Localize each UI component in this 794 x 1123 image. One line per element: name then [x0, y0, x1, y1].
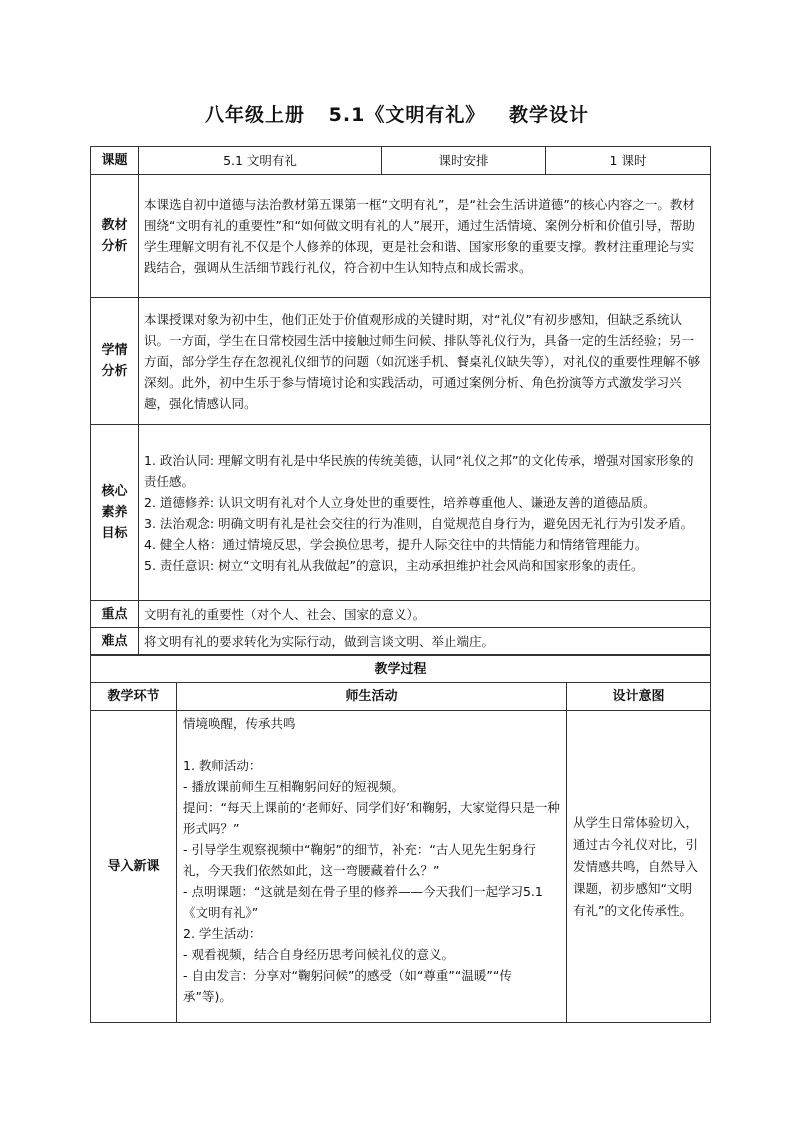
- activity-cell: [177, 711, 567, 1023]
- activity-title: 情境唤醒，传承共鸣: [183, 716, 296, 731]
- teacher-activity-line: - 引导学生观察视频中“鞠躬”的细节，补充：“古人见先生躬身行礼，今天我们依然如此，这一弯腰藏着什么？”: [183, 842, 536, 878]
- col-intent-header: 设计意图: [567, 683, 711, 711]
- title-design: 教学设计: [508, 104, 589, 126]
- teacher-activity-line: - 点明课题：“这就是刻在骨子里的修养——今天我们一起学习5.1《文明有礼》”: [183, 884, 543, 920]
- difficulty-label: 难点: [91, 628, 139, 655]
- design-intent: 从学生日常体验切入，通过古今礼仪对比，引发情感共鸣，自然导入课题，初步感知“文明有礼”的文化传承性。: [567, 711, 711, 1023]
- teacher-activity-line: - 播放课前师生互相鞠躬问好的短视频。: [183, 779, 404, 794]
- students-label: 学情 分析: [91, 298, 139, 425]
- col-stage-header: 教学环节: [91, 683, 177, 711]
- literacy-row: [91, 425, 711, 601]
- student-activity-line: - 自由发言：分享对“鞠躬问候”的感受（如“尊重”“温暖”“传承”等)。: [183, 968, 512, 1004]
- topic-value: 5.1 文明有礼: [139, 147, 382, 175]
- literacy-goal-item: 2. 道德修养: 认识文明有礼对个人立身处世的重要性，培养尊重他人、谦逊友善的道德品质。: [144, 494, 656, 510]
- title-grade: 八年级上册: [205, 104, 306, 126]
- material-label: 教材 分析: [91, 175, 139, 298]
- literacy-goal-item: 4. 健全人格：通过情境反思，学会换位思考，提升人际交往中的共情能力和情绪管理能力。: [144, 536, 648, 552]
- literacy-label: 核心 素养 目标: [91, 425, 139, 601]
- key-point-row: [91, 601, 711, 628]
- lesson-info-table: [90, 146, 711, 655]
- key-point-label: 重点: [91, 601, 139, 628]
- student-heading: 2. 学生活动：: [183, 926, 262, 941]
- material-row: [91, 175, 711, 298]
- difficulty-row: [91, 628, 711, 655]
- students-row: [91, 298, 711, 425]
- intro-stage-row: [91, 711, 711, 1023]
- spacer: [183, 734, 560, 755]
- process-columns-row: [91, 683, 711, 711]
- process-heading: 教学过程: [91, 656, 711, 683]
- literacy-goal-item: 5. 责任意识: 树立“文明有礼从我做起”的意识，主动承担维护社会风尚和国家形象的责任。: [144, 557, 644, 573]
- key-point-text: 文明有礼的重要性（对个人、社会、国家的意义）。: [139, 601, 711, 628]
- schedule-value: 1 课时: [546, 147, 711, 175]
- literacy-goal-item: 1. 政治认同: 理解文明有礼是中华民族的传统美德，认同“礼仪之邦”的文化传承，增强对国家形象的责任感。: [144, 452, 694, 489]
- literacy-goal-item: 3. 法治观念: 明确文明有礼是社会交往的行为准则，自觉规范自身行为，避免因无礼行为引发矛盾。: [144, 515, 694, 531]
- teaching-process-table: [90, 655, 711, 1023]
- schedule-label: 课时安排: [382, 147, 546, 175]
- page-title: [0, 100, 794, 127]
- student-activity-line: - 观看视频，结合自身经历思考问候礼仪的意义。: [183, 947, 454, 962]
- material-text: 本课选自初中道德与法治教材第五课第一框“文明有礼”，是“社会生活讲道德”的核心内容之一。教材围绕“文明有礼的重要性”和“如何做文明有礼的人”展开，通过生活情境、案例分析和价值引导，帮助学生理解文明有礼不仅是个人修养的体现，更是社会和谐、国家形象的重要支撑。教材注重理论与实践结合，强调从生活细节践行礼仪，符合初中生认知特点和成长需求。: [139, 175, 711, 298]
- students-text: 本课授课对象为初中生，他们正处于价值观形成的关键时期，对“礼仪”有初步感知，但缺乏系统认识。一方面，学生在日常校园生活中接触过师生问候、排队等礼仪行为，具备一定的生活经验；另一方面，部分学生存在忽视礼仪细节的问题（如沉迷手机、餐桌礼仪缺失等），对礼仪的重要性理解不够深刻。此外，初中生乐于参与情境讨论和实践活动，可通过案例分析、角色扮演等方式激发学习兴趣，强化情感认同。: [139, 298, 711, 425]
- stage-name: 导入新课: [91, 711, 177, 1023]
- process-heading-row: [91, 656, 711, 683]
- literacy-goals: [139, 425, 711, 601]
- teacher-heading: 1. 教师活动：: [183, 758, 262, 773]
- teacher-activity-line: 提问：“每天上课前的‘老师好、同学们好’和鞠躬，大家觉得只是一种形式吗？”: [183, 800, 560, 836]
- topic-row: [91, 147, 711, 175]
- difficulty-text: 将文明有礼的要求转化为实际行动，做到言谈文明、举止端庄。: [139, 628, 711, 655]
- col-activity-header: 师生活动: [177, 683, 567, 711]
- topic-label: 课题: [91, 147, 139, 175]
- title-lesson: 5.1《文明有礼》: [328, 104, 486, 126]
